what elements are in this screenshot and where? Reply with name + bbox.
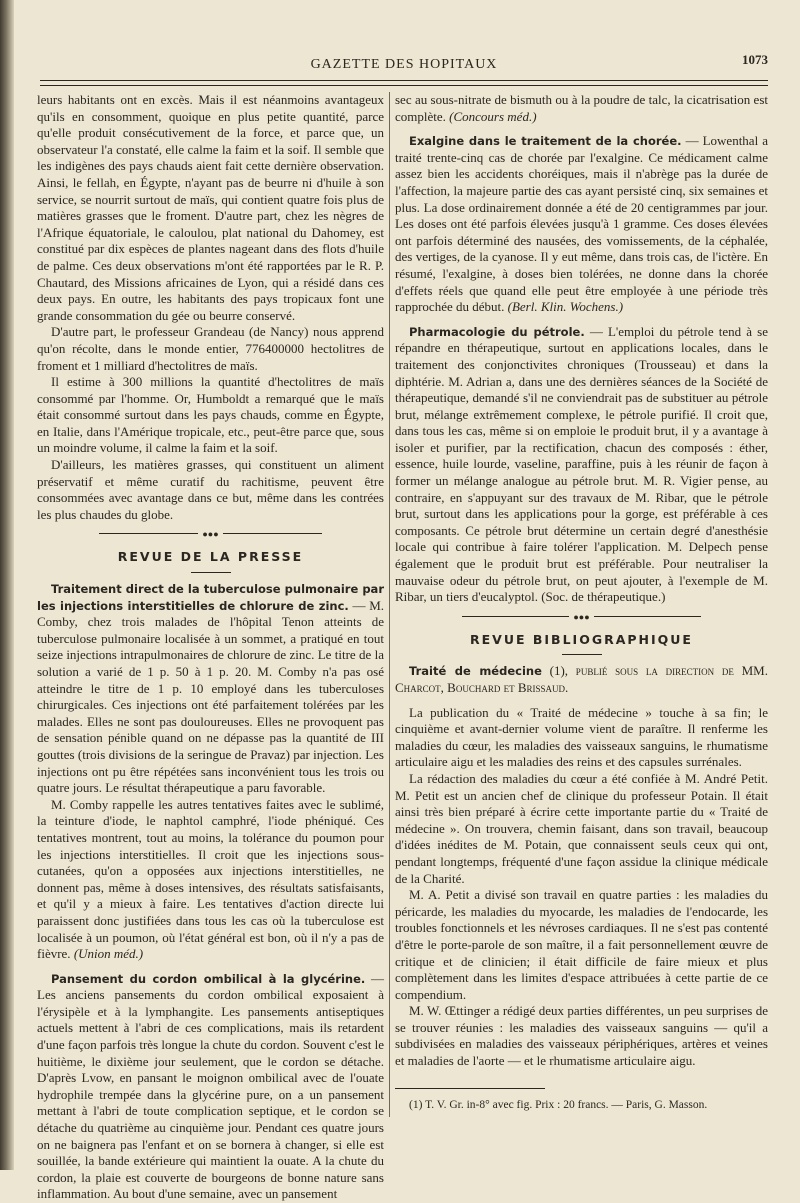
article-title: Pansement du cordon ombilical à la glycérine. <box>51 971 366 986</box>
paragraph: leurs habitants ont en excès. Mais il est néanmoins avantageux qu'ils en consomment, quoique en plus petite quantité, parce qu'elle produit consécutivement de la force, et parce que, un observateur l'a constaté, elle calme la faim et la soif. Il semble que les indigènes des pays chauds aient fait cette dernière observation. Ainsi, le fellah, en Égypte, n'ayant pas de beurre ni d'huile à son service, se nourrit surtout de maïs, qui contient quatre fois plus de matières grasses que le froment. D'autre part, chez les nègres de l'Afrique équatoriale, le caloulou, plat national du Dahomey, est constitué par dix espèces de plantes nageant dans des flots d'huile de palme. Ces deux observations m'ont été rapportées par le R. P. Chautard, des Missions africaines de Lyon, qui a résidé dans ces deux pays. En outre, les habitants des pays tropicaux font une grande consommation du gée ou beurre conservé. <box>37 92 384 323</box>
paragraph: M. A. Petit a divisé son travail en quatre parties : les maladies du péricarde, les maladies du myocarde, les maladies de l'endocarde, les troubles fonctionnels et les névroses cardiaques. Il ne s'est pas contenté d'être le porte-parole de son maître, il a fait personnellement œuvre de critique et de clinicien; il était difficile de faire mieux et plus complètement dans les limites d'espace attribuées à cette partie de ce compendium. <box>395 887 768 1002</box>
book-editors: (1), publié sous la direction de MM. Charcot, Bouchard et Brissaud. <box>395 663 768 695</box>
article-tuberculose <box>37 581 384 797</box>
article-title: Exalgine dans le traitement de la chorée. <box>409 134 682 149</box>
column-divider <box>389 92 390 1117</box>
short-rule <box>191 572 231 573</box>
article-exalgine <box>395 133 768 316</box>
paragraph: Il estime à 300 millions la quantité d'hectolitres de maïs consommé par l'homme. Or, Humboldt a remarqué que le maïs était consommé surtout dans les pays chauds, comme en Égypte, en Italie, dans l'Amérique tropicale, etc., peut-être parce que, sous un moindre volume, il calme la faim et la soif. <box>37 374 384 456</box>
article-source: (Berl. Klin. Wochens.) <box>507 299 624 315</box>
paragraph <box>37 797 384 963</box>
paragraph <box>395 92 768 125</box>
header-rule <box>40 80 768 86</box>
article-title: Traitement direct de la tuberculose pulmonaire par les injections interstitielles de chlorure de zinc. <box>37 582 384 613</box>
article-source: (Concours méd.) <box>449 108 537 124</box>
article-source: (Union méd.) <box>73 946 144 962</box>
page-number: 1073 <box>742 52 768 67</box>
short-rule <box>562 654 602 655</box>
article-body: M. Comby rappelle les autres tentatives faites avec le sublimé, la teinture d'iode, le naphtol camphré, l'iode phéniqué. Ces tentatives montrent, tout au moins, la tolérance du poumon pour les injections interstitielles. Il croit que les injections sous-cutanées, qu'on a opposées aux injections interstitielles, ne donnent pas, même à doses intensives, des résultats satisfaisants, et qu'il y a mieux à faire. Les tentatives d'action directe lui paraissent donc justifiées dans tous les cas où la tuberculose est localisée à un poumon, où l'état général est bon, où il n'y a pas de fièvre. <box>37 796 384 962</box>
paragraph: La rédaction des maladies du cœur a été confiée à M. André Petit. M. Petit est un ancien chef de clinique du professeur Potain. Il était ainsi très bien préparé à écrire cette importante partie du « Traité de médecine ». On trouvera, chemin faisant, dans son travail, beaucoup d'idées inédites de M. Potain, que connaissent seuls ceux qui ont, pendant longtemps, fréquenté d'une façon assidue la clinique médicale de la Charité. <box>395 770 768 886</box>
paragraph: D'autre part, le professeur Grandeau (de Nancy) nous apprend qu'on récolte, dans le monde entier, 776400000 hectolitres de froment et 1 milliard d'hectolitres de maïs. <box>37 324 384 373</box>
book-review-heading <box>395 663 768 696</box>
section-ornament: ●●● <box>37 525 384 541</box>
section-title-revue-presse: REVUE DE LA PRESSE <box>117 549 304 565</box>
running-title: GAZETTE DES HOPITAUX <box>310 57 498 72</box>
left-column <box>37 92 384 1203</box>
article-petrole <box>395 324 768 606</box>
article-body: — Lowenthal a traité trente-cinq cas de chorée par l'exalgine. Ce médicament calme assez bien les accidents choréiques, mais il n'abrège pas la durée de l'affection, la majeure partie des cas ayant persisté cinq, six semaines et plus. La dose ordinairement donnée a été de 20 centigrammes par jour. Les doses ont été parfois élevées jusqu'à 1 gramme. Ces doses élevées ont parfois déterminé des nausées, des vomissements, de la céphalée, des vertiges, de la cyanose. Il y eut même, dans trois cas, de l'ictère. En résumé, l'exalgine, à doses bien tolérées, ne donne dans la chorée d'effets réels que quand elle peut être employée à une période très rapprochée du début. <box>395 133 768 315</box>
page-header <box>40 52 768 76</box>
article-body: — Les anciens pansements du cordon ombilical exposaient à l'érysipèle et à la lymphangite. Les pansements antiseptiques actuels mettent à l'abri de ces complications, mais ils retardent d'une façon parfois très longue la chute du cordon. Souvent c'est le huitième, le dixième jour seulement, que le cordon se détache. D'après Lvow, en pansant le moignon ombilical avec de l'ouate hydrophile trempée dans la glycérine pure, on a un pansement mettant à l'abri de toute complication septique, et le cordon se détache du quatrième au cinquième jour. Pendant ces quatre jours on ne baignera pas l'enfant et on se bornera à changer, si elle est souillée, la bande extérieure qui maintient la ouate. A la chute du cordon, la plaie est couverte de bourgeons de bonne nature sans inflammation. Au bout d'une semaine, avec un pansement <box>37 970 384 1202</box>
paragraph: La publication du « Traité de médecine » touche à sa fin; le cinquième et avant-dernier volume vient de paraître. Il renferme les maladies du cœur, les maladies des vaisseaux sanguins, le rhumatisme articulaire aigu et les maladies des reins et des capsules surrénales. <box>395 704 768 770</box>
article-body: sec au sous-nitrate de bismuth ou à la poudre de talc, la cicatrisation est complète. <box>395 92 768 124</box>
book-spine-shadow <box>0 0 14 1170</box>
section-title-revue-bibliographique: REVUE BIBLIOGRAPHIQUE <box>470 631 693 647</box>
article-glycerine <box>37 971 384 1203</box>
footnote: (1) T. V. Gr. in-8° avec fig. Prix : 20 francs. — Paris, G. Masson. <box>409 1098 708 1111</box>
paragraph: D'ailleurs, les matières grasses, qui constituent un aliment préservatif et même curatif du rachitisme, peuvent être consommées avec avantage dans ce but, même dans les contrées les plus chaudes du globe. <box>37 457 384 522</box>
section-ornament: ●●● <box>395 608 768 624</box>
book-title: Traité de médecine <box>409 664 542 679</box>
article-body: — M. Comby, chez trois malades de l'hôpital Tenon atteints de tuberculose pulmonaire localisée à un sommet, a pratiqué en tout seize injections intrapulmonaires de chlorure de zinc. Le titre de la solution a varié de 1 p. 50 à 1 p. 20. M. Comby n'a pas osé atteindre le titre de 1 p. 10 employé dans les tuberculoses chirurgicales. Ces injections ont été parfaitement tolérées par les malades. Elles ne sont pas douloureuses. Elles ne provoquent pas de sensation pénible quand on ne dépasse pas la quantité de III gouttes (trois divisions de la seringue de Pravaz) par injection. Les injections ont pu être répétées sans inconvénient tous les trois ou quatre jours. Le résultat thérapeutique a paru favorable. <box>37 597 384 796</box>
article-body: — L'emploi du pétrole tend à se répandre en thérapeutique, surtout en applications locales, dans le traitement des conjonctivites chroniques (Trousseau) et dans la diphtérie. M. Adrian a, dans une des dernières séances de la Société de thérapeutique, demandé s'il ne conviendrait pas de substituer au pétrole brut, mélange extrêmement complexe, le pétrole purifié. Il croit que, dans tous les cas, même si on emploie le produit brut, il y a avantage à isoler et purifier, par la rectification, chacun des composés : éther, essence, huile lourde, vaseline, paraffine, puis à les réunir de façon à former un mélange analogue au pétrole brut. M. R. Vigier pense, au contraire, en s'appuyant sur des travaux de M. Ribar, que le pétrole brut, surtout dans les applications pour la gorge, est préférable à ces composants. Ce pétrole brut détermine un certain degré d'anesthésie locale qui contribue à faire tolérer l'application. M. Delpech pense également que le produit brut est préférable. Pour neutraliser la mauvaise odeur du pétrole brut, on peut ajouter, à l'exemple de M. Ribar, un tiers d'eucalyptol. (Soc. de thérapeutique.) <box>395 323 768 605</box>
paragraph: M. W. Œttinger a rédigé deux parties différentes, un peu surprises de se trouver réunies : les maladies des vaisseaux sanguins — qu'il a subdivisées en maladies des vaisseaux périphériques, artères et veines et maladies de l'aorte — et le rhumatisme articulaire aigu. <box>395 1003 768 1069</box>
right-column <box>395 92 768 1113</box>
article-title: Pharmacologie du pétrole. <box>409 324 585 339</box>
footnote-rule <box>395 1088 545 1089</box>
